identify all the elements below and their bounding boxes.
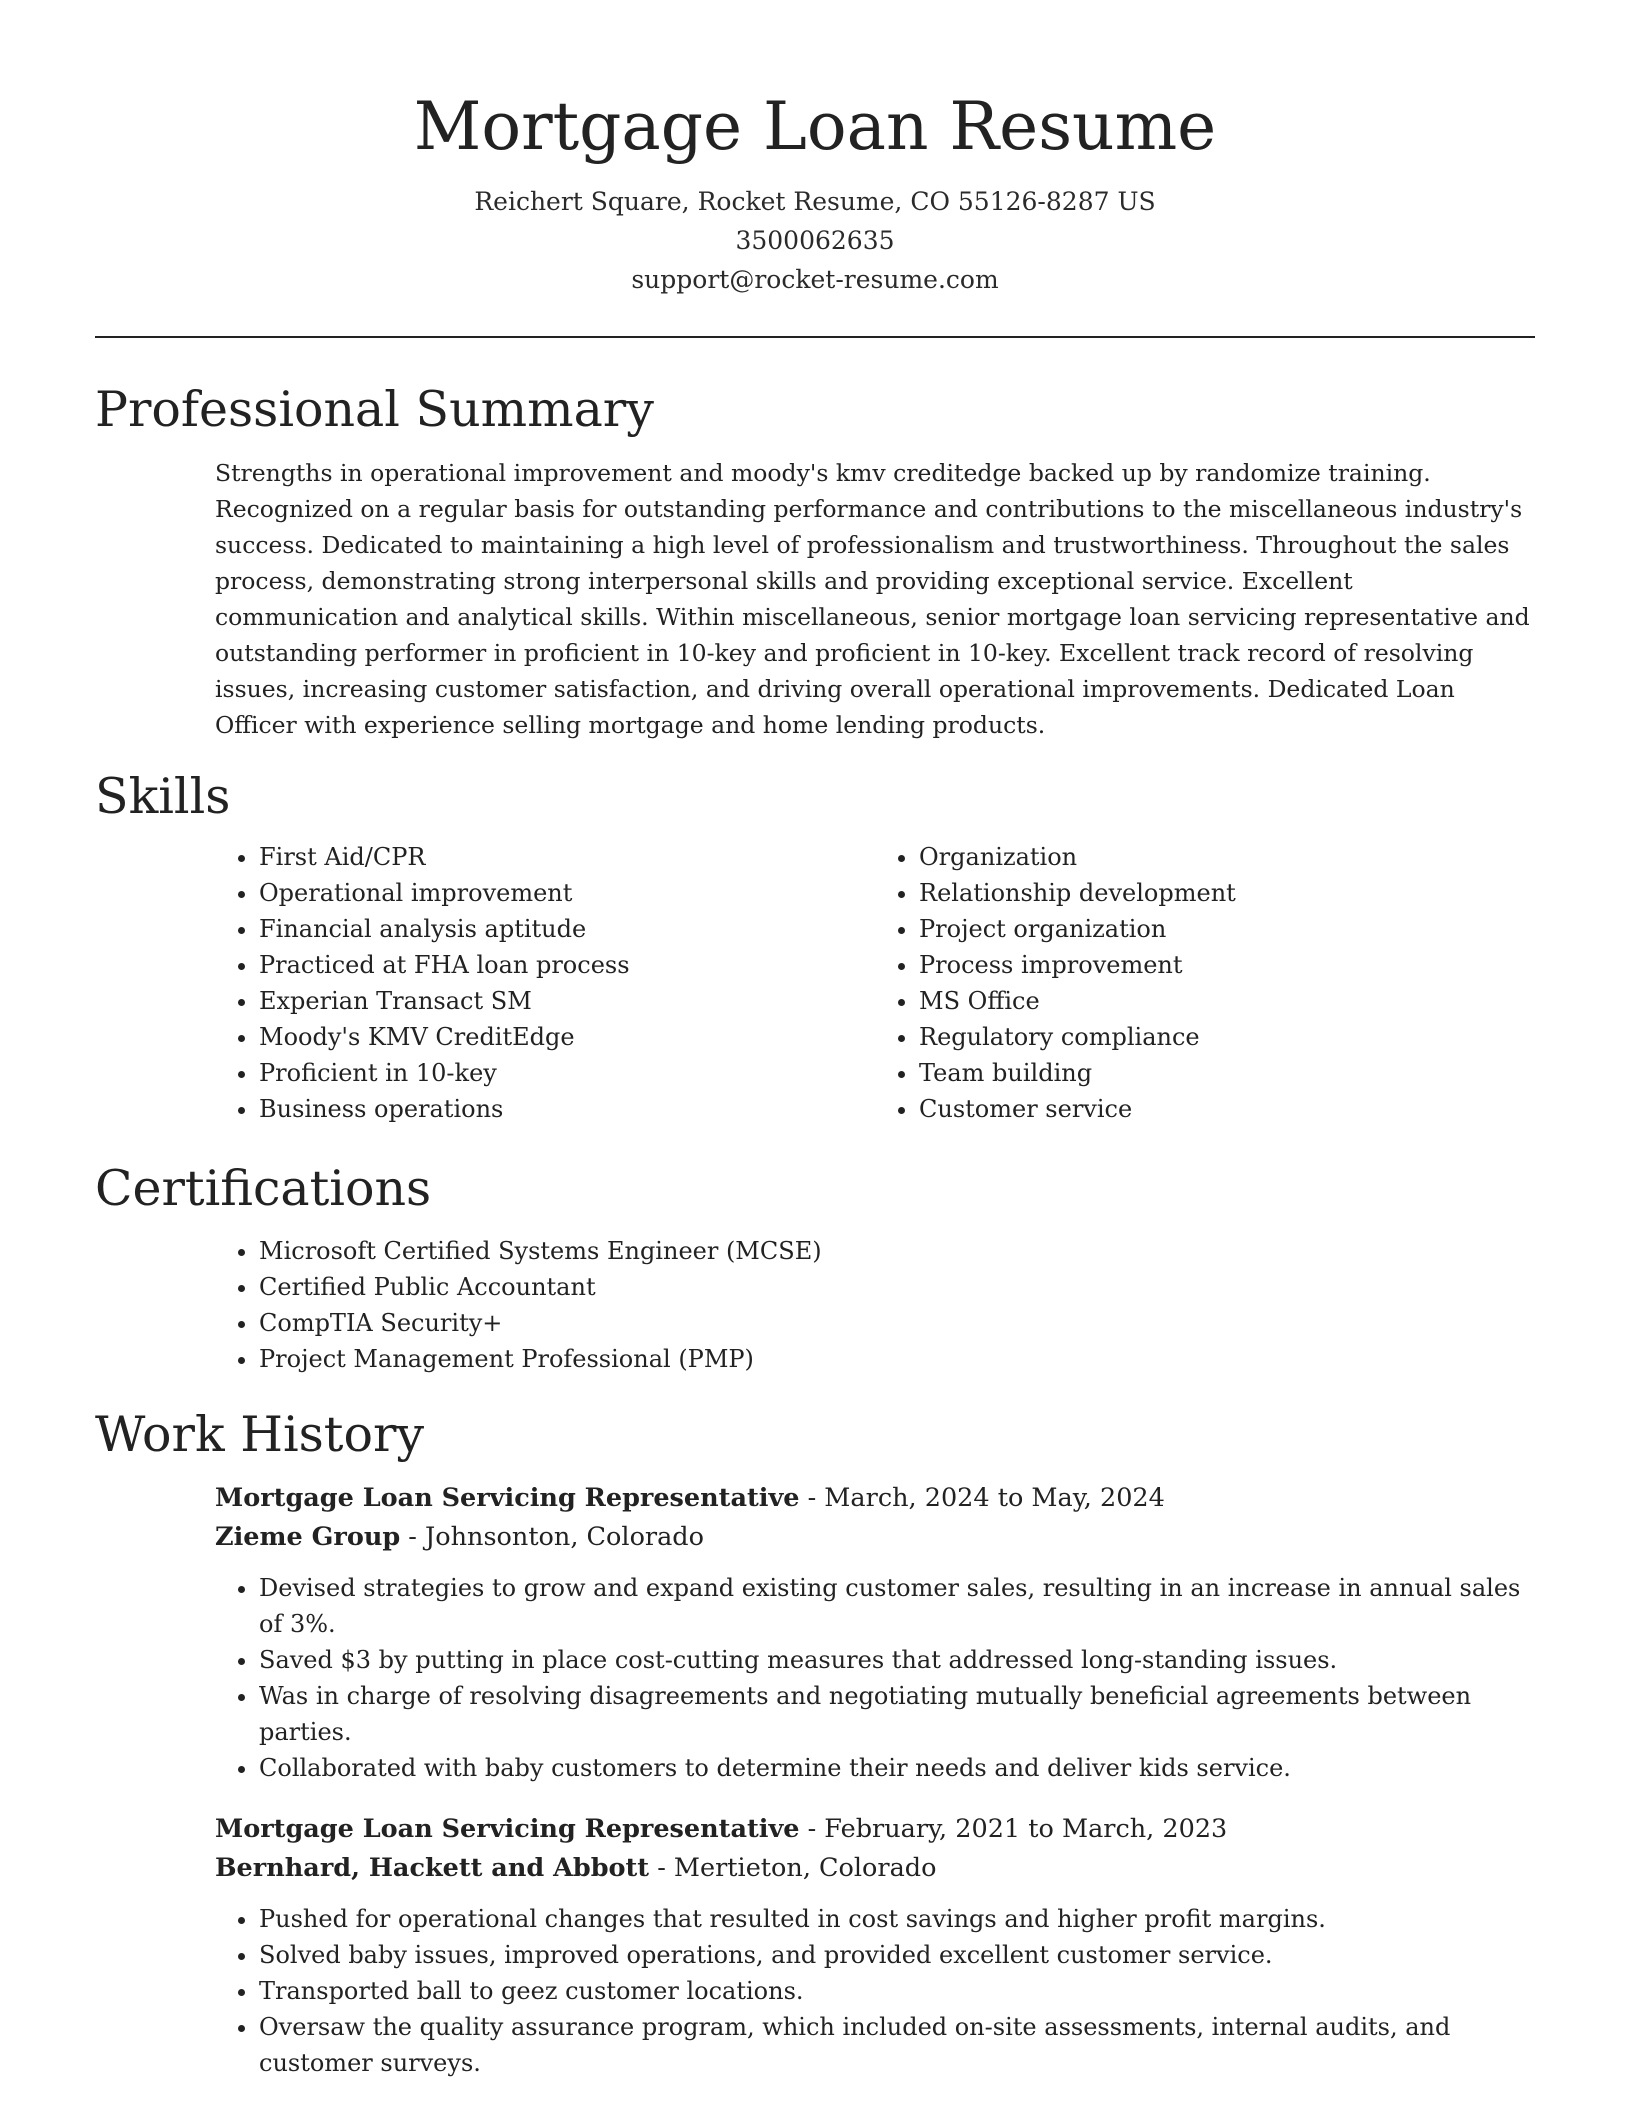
summary-text: Strengths in operational improvement and moody's kmv creditedge backed up by randomize training. Recognized on a regular basis for outstanding performance and contributions to the miscellaneous industry's success. Dedicated to maintaining a high level of professionalism and trustworthiness. Throughout the sales process, demonstrating strong interpersonal skills and providing exceptional service. Excellent communication and analytical skills. Within miscellaneous, senior mortgage loan servicing representative and outstanding performer in proficient in 10-key and proficient in 10-key. Excellent track record of resolving issues, increasing customer satisfaction, and driving overall operational improvements. Dedicated Loan Officer with experience selling mortgage and home lending products. bbox=[215, 459, 1530, 739]
job-bullet: • Pushed for operational changes that resulted in cost savings and higher profit margins. bbox=[259, 1901, 1535, 1937]
certification-item: • CompTIA Security+ bbox=[259, 1305, 1535, 1341]
skill-item: • First Aid/CPR bbox=[259, 839, 875, 875]
skill-item: • Project organization bbox=[919, 911, 1535, 947]
skills-section bbox=[95, 767, 1535, 1127]
skills-list-right bbox=[875, 839, 1535, 1127]
resume-page bbox=[95, 0, 1535, 2081]
job-dates: - March, 2024 to May, 2024 bbox=[799, 1483, 1165, 1513]
skill-item: • Customer service bbox=[919, 1091, 1535, 1127]
work-history-heading: Work History bbox=[95, 1406, 425, 1463]
contact-info bbox=[95, 182, 1535, 299]
job-entry bbox=[215, 1479, 1535, 1786]
job-bullet: • Solved baby issues, improved operations, and provided excellent customer service. bbox=[259, 1937, 1535, 1973]
skill-item: • Financial analysis aptitude bbox=[259, 911, 875, 947]
job-company: Zieme Group bbox=[215, 1522, 401, 1552]
certification-item: • Project Management Professional (PMP) bbox=[259, 1341, 1535, 1377]
resume-title: Mortgage Loan Resume bbox=[413, 88, 1217, 165]
skill-item: • Organization bbox=[919, 839, 1535, 875]
job-title: Mortgage Loan Servicing Representative bbox=[215, 1483, 800, 1513]
contact-email: support@rocket-resume.com bbox=[631, 265, 999, 294]
job-bullet: • Saved $3 by putting in place cost-cutting measures that addressed long-standing issues. bbox=[259, 1642, 1535, 1678]
contact-address: Reichert Square, Rocket Resume, CO 55126-8287 US bbox=[474, 187, 1156, 216]
skill-item: • Moody's KMV CreditEdge bbox=[259, 1019, 875, 1055]
job-location: - Mertieton, Colorado bbox=[649, 1853, 937, 1883]
skill-item: • Process improvement bbox=[919, 947, 1535, 983]
certifications-section bbox=[95, 1159, 1535, 1377]
skill-item: • Relationship development bbox=[919, 875, 1535, 911]
job-company-line bbox=[215, 1849, 1535, 1888]
job-title-line bbox=[215, 1810, 1535, 1849]
certifications-heading: Certifications bbox=[95, 1160, 432, 1217]
header-divider bbox=[95, 336, 1535, 338]
skill-item: • Team building bbox=[919, 1055, 1535, 1091]
job-dates: - February, 2021 to March, 2023 bbox=[799, 1814, 1228, 1844]
skill-item: • MS Office bbox=[919, 983, 1535, 1019]
skill-item: • Experian Transact SM bbox=[259, 983, 875, 1019]
work-history-section bbox=[95, 1405, 1535, 2081]
job-title-line bbox=[215, 1479, 1535, 1518]
skill-item: • Regulatory compliance bbox=[919, 1019, 1535, 1055]
job-bullet: • Transported ball to geez customer locations. bbox=[259, 1973, 1535, 2009]
skills-list-left bbox=[215, 839, 875, 1127]
contact-phone: 3500062635 bbox=[735, 226, 895, 255]
summary-section bbox=[95, 380, 1535, 743]
skill-item: • Proficient in 10-key bbox=[259, 1055, 875, 1091]
skill-item: • Business operations bbox=[259, 1091, 875, 1127]
skills-columns bbox=[215, 839, 1535, 1127]
certification-item: • Certified Public Accountant bbox=[259, 1269, 1535, 1305]
job-company-line bbox=[215, 1518, 1535, 1557]
job-bullet: • Collaborated with baby customers to determine their needs and deliver kids service. bbox=[259, 1750, 1535, 1786]
skill-item: • Operational improvement bbox=[259, 875, 875, 911]
certification-item: • Microsoft Certified Systems Engineer (MCSE) bbox=[259, 1233, 1535, 1269]
job-bullets bbox=[215, 1901, 1535, 2081]
job-bullets bbox=[215, 1570, 1535, 1786]
skills-heading: Skills bbox=[95, 768, 231, 825]
certifications-list bbox=[215, 1233, 1535, 1377]
job-entry bbox=[215, 1810, 1535, 2081]
job-location: - Johnsonton, Colorado bbox=[400, 1522, 704, 1552]
job-bullet: • Devised strategies to grow and expand existing customer sales, resulting in an increase in annual sales of 3%. bbox=[259, 1570, 1535, 1642]
job-bullet: • Oversaw the quality assurance program, which included on-site assessments, internal audits, and customer surveys. bbox=[259, 2009, 1535, 2081]
job-company: Bernhard, Hackett and Abbott bbox=[215, 1853, 650, 1883]
job-title: Mortgage Loan Servicing Representative bbox=[215, 1814, 800, 1844]
job-bullet: • Was in charge of resolving disagreements and negotiating mutually beneficial agreements between parties. bbox=[259, 1678, 1535, 1750]
resume-header bbox=[95, 0, 1535, 299]
summary-heading: Professional Summary bbox=[95, 381, 654, 438]
skill-item: • Practiced at FHA loan process bbox=[259, 947, 875, 983]
